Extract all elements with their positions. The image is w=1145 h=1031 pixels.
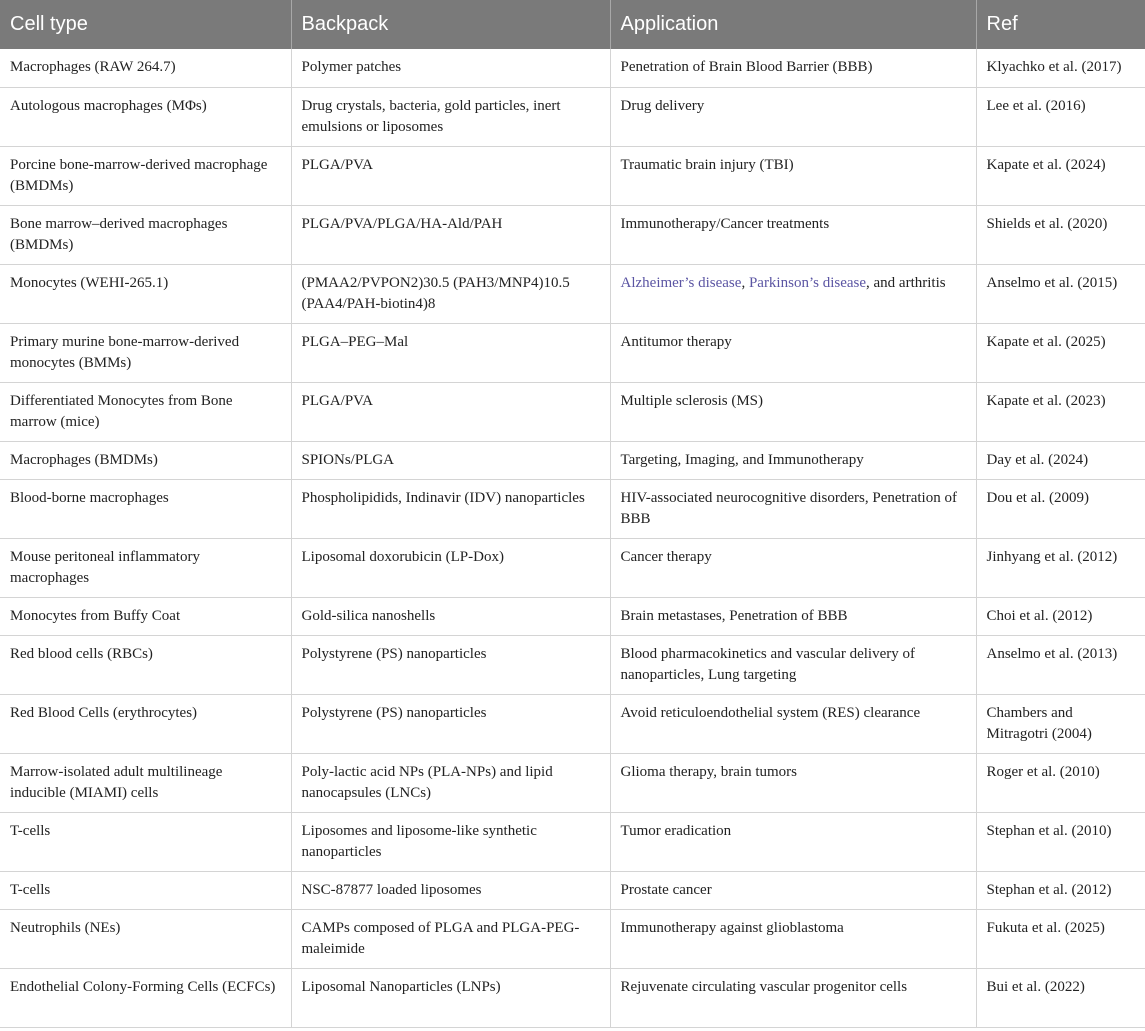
- header-row: [0, 0, 1145, 49]
- cell-type: Endothelial Colony-Forming Cells (ECFCs): [0, 968, 291, 1027]
- ref: Klyachko et al. (2017): [976, 49, 1145, 87]
- backpack: Liposomal doxorubicin (LP-Dox): [291, 538, 610, 597]
- table-row: [0, 49, 1145, 87]
- table-row: [0, 87, 1145, 146]
- cell-type: Red Blood Cells (erythrocytes): [0, 694, 291, 753]
- application: Tumor eradication: [610, 812, 976, 871]
- ref: Shields et al. (2020): [976, 205, 1145, 264]
- header-application: Application: [610, 0, 976, 49]
- alzheimers-link[interactable]: Alzheimer’s disease: [620, 274, 742, 291]
- ref: Anselmo et al. (2015): [976, 264, 1145, 323]
- ref: Dou et al. (2009): [976, 479, 1145, 538]
- backpack: PLGA–PEG–Mal: [291, 323, 610, 382]
- cell-type: Mouse peritoneal inflammatory macrophages: [0, 538, 291, 597]
- cell-type: Monocytes (WEHI-265.1): [0, 264, 291, 323]
- backpack: PLGA/PVA: [291, 382, 610, 441]
- backpack: (PMAA2/PVPON2)30.5 (PAH3/MNP4)10.5 (PAA4/PAH-biotin4)8: [291, 264, 610, 323]
- backpack: Phospholipidids, Indinavir (IDV) nanoparticles: [291, 479, 610, 538]
- application: Antitumor therapy: [610, 323, 976, 382]
- ref: Roger et al. (2010): [976, 753, 1145, 812]
- table-row: [0, 323, 1145, 382]
- table-row: [0, 812, 1145, 871]
- application: Glioma therapy, brain tumors: [610, 753, 976, 812]
- header-backpack: Backpack: [291, 0, 610, 49]
- application: Brain metastases, Penetration of BBB: [610, 597, 976, 635]
- backpack: Drug crystals, bacteria, gold particles, inert emulsions or liposomes: [291, 87, 610, 146]
- application: Drug delivery: [610, 87, 976, 146]
- ref: Bui et al. (2022): [976, 968, 1145, 1027]
- backpack: NSC-87877 loaded liposomes: [291, 871, 610, 909]
- application: Immunotherapy against glioblastoma: [610, 909, 976, 968]
- ref: Chambers and Mitragotri (2004): [976, 694, 1145, 753]
- backpack: Poly-lactic acid NPs (PLA-NPs) and lipid nanocapsules (LNCs): [291, 753, 610, 812]
- cell-type: Red blood cells (RBCs): [0, 635, 291, 694]
- table-row: [0, 597, 1145, 635]
- cell-type: T-cells: [0, 871, 291, 909]
- cell-type: Neutrophils (NEs): [0, 909, 291, 968]
- application: Blood pharmacokinetics and vascular delivery of nanoparticles, Lung targeting: [610, 635, 976, 694]
- table-row: [0, 538, 1145, 597]
- application: HIV-associated neurocognitive disorders, Penetration of BBB: [610, 479, 976, 538]
- ref: Anselmo et al. (2013): [976, 635, 1145, 694]
- backpack: Liposomal Nanoparticles (LNPs): [291, 968, 610, 1027]
- header-ref: Ref: [976, 0, 1145, 49]
- backpack: PLGA/PVA/PLGA/HA-Ald/PAH: [291, 205, 610, 264]
- application-separator: ,: [741, 274, 749, 291]
- application: Penetration of Brain Blood Barrier (BBB): [610, 49, 976, 87]
- backpack: CAMPs composed of PLGA and PLGA-PEG-maleimide: [291, 909, 610, 968]
- cell-type: Macrophages (RAW 264.7): [0, 49, 291, 87]
- ref: Kapate et al. (2025): [976, 323, 1145, 382]
- ref: Kapate et al. (2024): [976, 146, 1145, 205]
- table-row: [0, 753, 1145, 812]
- cell-type: Differentiated Monocytes from Bone marrow (mice): [0, 382, 291, 441]
- cell-type: Macrophages (BMDMs): [0, 441, 291, 479]
- table-row: [0, 635, 1145, 694]
- table-row: [0, 479, 1145, 538]
- ref: Stephan et al. (2010): [976, 812, 1145, 871]
- ref: Jinhyang et al. (2012): [976, 538, 1145, 597]
- header-cell-type: Cell type: [0, 0, 291, 49]
- application: Rejuvenate circulating vascular progenitor cells: [610, 968, 976, 1027]
- table-row: [0, 694, 1145, 753]
- backpack: Polystyrene (PS) nanoparticles: [291, 635, 610, 694]
- cell-type: Marrow-isolated adult multilineage inducible (MIAMI) cells: [0, 753, 291, 812]
- cell-type: Autologous macrophages (MΦs): [0, 87, 291, 146]
- table-row: [0, 871, 1145, 909]
- backpack: PLGA/PVA: [291, 146, 610, 205]
- table-row: [0, 968, 1145, 1027]
- table-row: [0, 205, 1145, 264]
- application: Traumatic brain injury (TBI): [610, 146, 976, 205]
- cell-type: Porcine bone-marrow-derived macrophage (BMDMs): [0, 146, 291, 205]
- table-row: [0, 146, 1145, 205]
- backpack: Gold-silica nanoshells: [291, 597, 610, 635]
- table-row: [0, 264, 1145, 323]
- application: Immunotherapy/Cancer treatments: [610, 205, 976, 264]
- cell-type: Bone marrow–derived macrophages (BMDMs): [0, 205, 291, 264]
- application: Targeting, Imaging, and Immunotherapy: [610, 441, 976, 479]
- application: Avoid reticuloendothelial system (RES) clearance: [610, 694, 976, 753]
- backpack: Polystyrene (PS) nanoparticles: [291, 694, 610, 753]
- table-row: [0, 441, 1145, 479]
- ref: Day et al. (2024): [976, 441, 1145, 479]
- table-row: [0, 909, 1145, 968]
- cell-type: Blood-borne macrophages: [0, 479, 291, 538]
- ref: Fukuta et al. (2025): [976, 909, 1145, 968]
- backpack: SPIONs/PLGA: [291, 441, 610, 479]
- cell-type: T-cells: [0, 812, 291, 871]
- application-rest: , and arthritis: [866, 274, 946, 291]
- backpack: Polymer patches: [291, 49, 610, 87]
- cell-type: Monocytes from Buffy Coat: [0, 597, 291, 635]
- backpack: Liposomes and liposome-like synthetic nanoparticles: [291, 812, 610, 871]
- table-row: [0, 382, 1145, 441]
- ref: Stephan et al. (2012): [976, 871, 1145, 909]
- ref: Kapate et al. (2023): [976, 382, 1145, 441]
- application: Cancer therapy: [610, 538, 976, 597]
- application: [610, 264, 976, 323]
- application: Prostate cancer: [610, 871, 976, 909]
- cell-type: Primary murine bone-marrow-derived monocytes (BMMs): [0, 323, 291, 382]
- ref: Lee et al. (2016): [976, 87, 1145, 146]
- parkinsons-link[interactable]: Parkinson’s disease: [748, 274, 867, 291]
- application: Multiple sclerosis (MS): [610, 382, 976, 441]
- ref: Choi et al. (2012): [976, 597, 1145, 635]
